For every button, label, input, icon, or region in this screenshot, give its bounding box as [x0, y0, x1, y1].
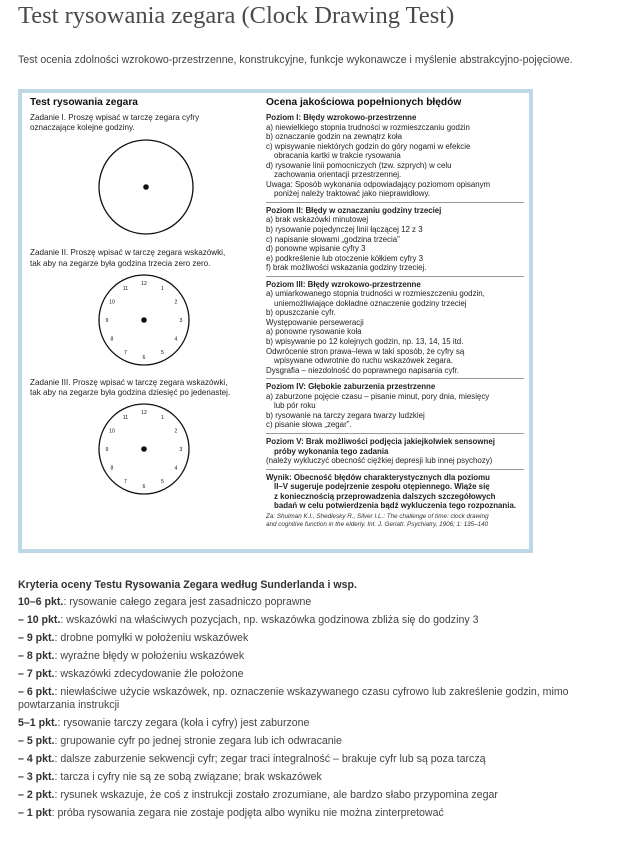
dial-number: 11 — [122, 415, 129, 422]
error-level-line: d) ponowne wpisanie cyfry 3 — [266, 244, 366, 254]
dial-number: 4 — [174, 336, 178, 343]
criteria-score: – 8 pkt. — [18, 650, 55, 662]
dial-number: 12 — [141, 280, 147, 287]
criteria-item — [18, 668, 618, 681]
criteria-score: – 7 pkt. — [18, 668, 55, 680]
figure-reference: Za: Shulman K.I., Shedlesky R., Silver I.L.: The challenge of time: clock drawing and cognitive function in the elderly. Int. J. Geriatr. Psychiatry, 1906; 1: 135–140 — [266, 512, 489, 528]
error-level-line: wpisywane odwrotnie do ruchu wskazówek zegara. — [274, 356, 453, 366]
criteria-score: 5–1 pkt. — [18, 717, 58, 729]
error-level-section — [266, 382, 524, 434]
criteria-item — [18, 717, 618, 730]
dial-number: 8 — [110, 465, 114, 472]
criteria-score: – 3 pkt. — [18, 771, 55, 783]
error-level-line: Poziom IV: Głębokie zaburzenia przestrzenne — [266, 382, 436, 392]
criteria-description: : wyraźne błędy w położeniu wskazówek — [54, 650, 245, 662]
error-level-line: c) wpisywanie niektórych godzin do góry nogami w efekcie — [266, 141, 471, 151]
figure-left-column — [30, 97, 262, 497]
task-1-text: Zadanie I. Proszę wpisać w tarczę zegara cyfry oznaczające kolejne godziny. — [30, 113, 200, 133]
error-level-line: Uwaga: Sposób wykonania odpowiadający poziomom opisanym — [266, 179, 491, 189]
figure-left-heading: Test rysowania zegara — [30, 97, 138, 108]
dial-number: 11 — [122, 285, 129, 292]
criteria-description: : wskazówki na właściwych pozycjach, np. wskazówka godzinowa zbliża się do godziny 3 — [60, 614, 479, 626]
criteria-item — [18, 650, 618, 663]
dial-number: 3 — [179, 447, 183, 454]
task-3-text: Zadanie III. Proszę wpisać w tarczę zegara wskazówki, tak aby na zegarze była godzina dziesięć po jedenastej. — [30, 377, 231, 398]
criteria-item — [18, 596, 618, 609]
criteria-description: : niewłaściwe użycie wskazówek, np. oznaczenie wskazywanego czasu cyfrowo lub zakreślenie godzin, mimo powtarzania instrukcji — [18, 686, 569, 711]
criteria-score: – 9 pkt. — [18, 632, 55, 644]
error-level-section — [266, 280, 524, 379]
criteria-score: 10–6 pkt. — [18, 596, 64, 608]
error-level-line: e) podkreślenie lub otoczenie kółkiem cyfry 3 — [266, 253, 424, 263]
error-level-line: badań w celu potwierdzenia bądź wykluczenia tego rozpoznania. — [274, 501, 517, 511]
criteria-item — [18, 771, 618, 784]
error-level-line: Wynik: Obecność błędów charakterystycznych dla poziomu — [266, 472, 490, 482]
error-level-line: Poziom V: Brak możliwości podjęcia jakiejkolwiek sensownej — [266, 436, 495, 446]
error-level-line: lub pór roku — [274, 401, 316, 411]
error-level-line: d) rysowanie linii pomocniczych (tzw. szprych) w celu — [266, 160, 452, 170]
dial-number: 5 — [161, 479, 164, 486]
error-level-line: zachowania orientacji przestrzennej. — [274, 170, 402, 180]
error-levels — [266, 113, 524, 511]
error-level-line: uniemożliwiające dokładne oznaczenie godziny trzeciej — [274, 298, 467, 308]
page-title: Test rysowania zegara (Clock Drawing Test) — [18, 2, 455, 29]
intro-paragraph: Test ocenia zdolności wzrokowo-przestrzenne, konstrukcyjne, funkcje wykonawcze i myślenie abstrakcyjno-pojęciowe. — [18, 54, 573, 66]
error-level-line: poniżej należy traktować jako nieprawidłowy. — [274, 189, 430, 199]
criteria-description: : grupowanie cyfr po jednej stronie zegara lub ich odwracanie — [54, 735, 342, 747]
dial-number: 7 — [124, 479, 127, 486]
criteria-item — [18, 632, 618, 645]
criteria-description: : tarcza i cyfry nie są ze sobą związane; brak wskazówek — [54, 771, 322, 783]
dial-number: 8 — [110, 336, 114, 343]
clock-numbered-1 — [96, 272, 192, 368]
error-level-line: (należy wykluczyć obecność ciężkiej depresji lub innej psychozy) — [266, 456, 493, 466]
criteria-description: : dalsze zaburzenie sekwencji cyfr; zegar traci integralność – brakuje cyfr lub są poza tarczą — [54, 753, 486, 765]
criteria-score: – 2 pkt. — [18, 789, 55, 801]
error-level-line: a) umiarkowanego stopnia trudności w rozmieszczeniu godzin, — [266, 289, 485, 299]
dial-number: 5 — [161, 349, 164, 356]
dial-number: 2 — [174, 299, 178, 306]
error-level-line: f) brak możliwości wskazania godziny trzeciej. — [266, 263, 427, 273]
dial-number: 10 — [109, 299, 115, 306]
error-level-line: b) wpisywanie po 12 kolejnych godzin, np. 13, 14, 15 itd. — [266, 337, 464, 347]
dial-number: 6 — [142, 484, 146, 491]
criteria-heading: Kryteria oceny Testu Rysowania Zegara według Sunderlanda i wsp. — [18, 579, 357, 591]
error-level-line: II–V sugeruje podejrzenie zespołu otępiennego. Wiąże się — [274, 482, 490, 492]
dial-number: 1 — [161, 415, 164, 422]
error-level-line: b) oznaczanie godzin na zewnątrz koła — [266, 132, 402, 142]
error-level-section — [266, 473, 524, 511]
task-2-text: Zadanie II. Proszę wpisać w tarczę zegara wskazówki, tak aby na zegarze była godzina trzecia zero zero. — [30, 248, 226, 268]
criteria-item — [18, 753, 618, 766]
clock-blank — [96, 137, 196, 237]
error-level-line: b) rysowanie na tarczy zegara twarzy ludzkiej — [266, 410, 425, 420]
clock-numbered-2 — [96, 401, 192, 497]
criteria-description: : wskazówki zdecydowanie źle położone — [54, 668, 244, 680]
dial-number: 10 — [109, 428, 115, 435]
error-level-line: Poziom III: Błędy wzrokowo-przestrzenne — [266, 279, 421, 289]
error-level-line: a) ponowne rysowanie koła — [266, 327, 362, 337]
criteria-score: – 10 pkt. — [18, 614, 61, 626]
error-level-line: obracania kartki w trakcie rysowania — [274, 151, 401, 161]
criteria-item — [18, 614, 618, 627]
dial-number: 9 — [105, 317, 109, 324]
criteria-score: – 4 pkt. — [18, 753, 55, 765]
error-level-section — [266, 113, 524, 203]
criteria-item — [18, 789, 618, 802]
error-level-line: a) zaburzone pojęcie czasu – pisanie minut, pory dnia, miesięcy — [266, 391, 490, 401]
dial-number: 3 — [179, 317, 183, 324]
error-level-section — [266, 437, 524, 470]
error-level-line: a) niewielkiego stopnia trudności w rozmieszczaniu godzin — [266, 122, 470, 132]
criteria-item — [18, 686, 618, 712]
criteria-description: : próba rysowania zegara nie zostaje podjęta albo wyniku nie można zinterpretować — [51, 807, 444, 819]
dial-number: 6 — [142, 354, 146, 361]
dial-number: 9 — [105, 447, 109, 454]
error-level-line: Występowanie perseweracji — [266, 317, 364, 327]
dial-number: 7 — [124, 349, 127, 356]
criteria-item — [18, 807, 618, 820]
figure-right-heading: Ocena jakościowa popełnionych błędów — [266, 97, 462, 108]
criteria-score: – 1 pkt — [18, 807, 52, 819]
criteria-description: : drobne pomyłki w położeniu wskazówek — [54, 632, 249, 644]
error-level-line: c) napisanie słowami „godzina trzecia” — [266, 234, 400, 244]
criteria-score: – 5 pkt. — [18, 735, 55, 747]
criteria-list — [18, 596, 618, 820]
criteria-item — [18, 735, 618, 748]
error-level-line: Dysgrafia – niezdolność do poprawnego napisania cyfr. — [266, 365, 460, 375]
error-level-line: Poziom I: Błędy wzrokowo-przestrzenne — [266, 113, 417, 122]
error-level-line: Odwrócenie stron prawa–lewa w taki sposób, że cyfry są — [266, 346, 465, 356]
criteria-description: : rysowanie całego zegara jest zasadniczo poprawne — [63, 596, 312, 608]
test-figure — [18, 89, 533, 553]
dial-number: 1 — [161, 285, 164, 292]
criteria-description: : rysunek wskazuje, że coś z instrukcji zostało zrozumiane, ale bardzo słabo przypomina zegar — [54, 789, 498, 801]
error-level-line: a) brak wskazówki minutowej — [266, 215, 369, 225]
error-level-section — [266, 206, 524, 277]
error-level-line: b) rysowanie pojedynczej linii łączącej 12 z 3 — [266, 225, 423, 235]
figure-right-column — [266, 97, 524, 529]
error-level-line: c) pisanie słowa „zegar”. — [266, 420, 352, 430]
criteria-description: : rysowanie tarczy zegara (koła i cyfry) jest zaburzone — [57, 717, 310, 729]
error-level-line: b) opuszczanie cyfr. — [266, 308, 336, 318]
criteria-section — [18, 578, 618, 825]
dial-number: 12 — [141, 410, 147, 417]
error-level-line: Poziom II: Błędy w oznaczaniu godziny trzeciej — [266, 205, 442, 215]
dial-number: 4 — [174, 465, 178, 472]
criteria-score: – 6 pkt. — [18, 686, 55, 698]
error-level-line: z koniecznością przeprowadzenia dalszych szczegółowych — [274, 491, 496, 501]
dial-number: 2 — [174, 428, 178, 435]
error-level-line: próby wykonania tego zadania — [274, 446, 389, 456]
